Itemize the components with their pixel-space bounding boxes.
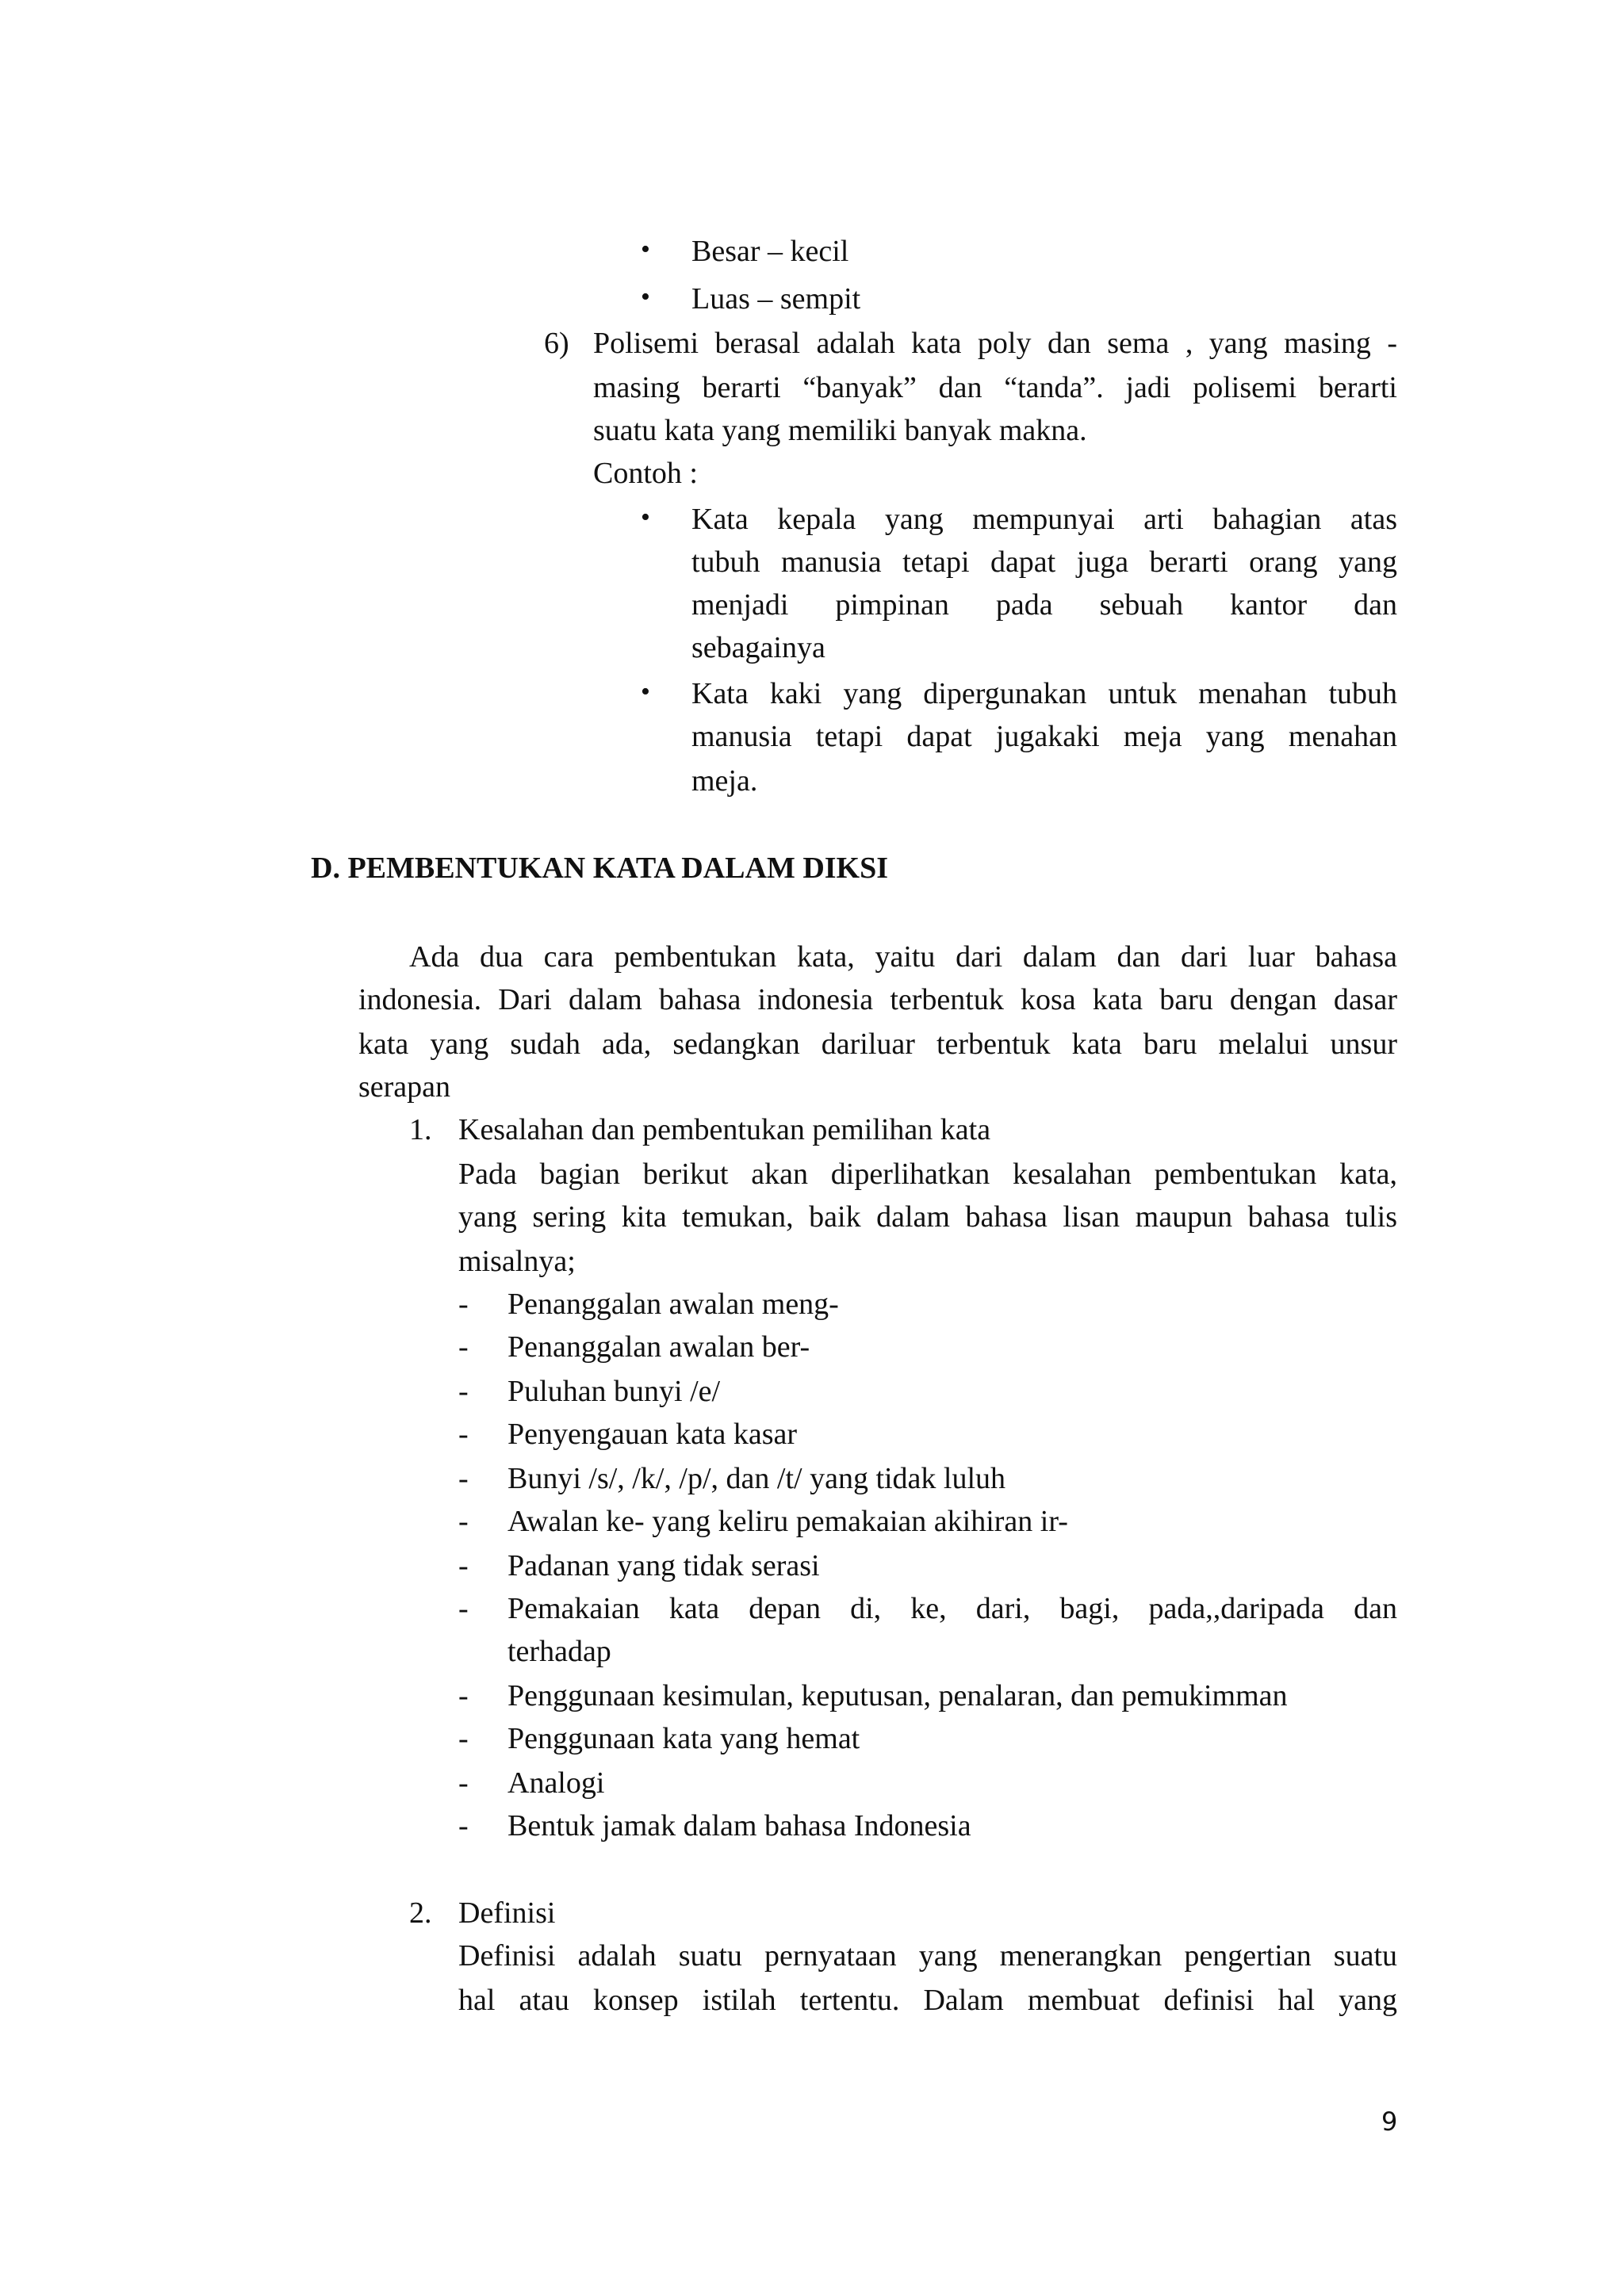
dash-list-item: Pemakaian kata depan di, ke, dari, bagi, pada,,daripada dan bbox=[508, 1592, 1397, 1625]
paragraph-line: indonesia. Dari dalam bahasa indonesia terbentuk kosa kata baru dengan dasar bbox=[358, 983, 1397, 1016]
dash-icon: - bbox=[458, 1809, 469, 1843]
dash-list-item: Bentuk jamak dalam bahasa Indonesia bbox=[508, 1809, 971, 1843]
item-title: Kesalahan dan pembentukan pemilihan kata bbox=[458, 1113, 991, 1146]
paragraph-line: serapan bbox=[358, 1070, 451, 1104]
polisemi-text-line: Polisemi berasal adalah kata poly dan sema , yang masing - bbox=[593, 327, 1397, 360]
dash-icon: - bbox=[458, 1549, 469, 1582]
bullet-icon: • bbox=[641, 235, 650, 264]
item-title: Definisi bbox=[458, 1896, 556, 1930]
dash-list-item: Bunyi /s/, /k/, /p/, dan /t/ yang tidak luluh bbox=[508, 1462, 1006, 1495]
antonym-example: Luas – sempit bbox=[691, 282, 861, 316]
dash-list-item: Penyengauan kata kasar bbox=[508, 1418, 798, 1451]
dash-icon: - bbox=[458, 1592, 469, 1625]
bullet-icon: • bbox=[641, 503, 650, 532]
section-heading: D. PEMBENTUKAN KATA DALAM DIKSI bbox=[311, 851, 889, 885]
item-body-line: Pada bagian berikut akan diperlihatkan kesalahan pembentukan kata, bbox=[458, 1158, 1397, 1191]
polisemi-text-line: masing berarti “banyak” dan “tanda”. jadi polisemi berarti bbox=[593, 371, 1397, 404]
polisemi-example-line: sebagainya bbox=[691, 631, 825, 664]
dash-icon: - bbox=[458, 1766, 469, 1800]
dash-list-item: Penanggalan awalan meng- bbox=[508, 1288, 839, 1321]
polisemi-example-line: Kata kepala yang mempunyai arti bahagian atas bbox=[691, 503, 1397, 536]
polisemi-example-line: manusia tetapi dapat jugakaki meja yang menahan bbox=[691, 720, 1397, 753]
dash-icon: - bbox=[458, 1418, 469, 1451]
list-number: 2. bbox=[409, 1896, 432, 1930]
contoh-label: Contoh : bbox=[593, 457, 698, 490]
polisemi-example-line: Kata kaki yang dipergunakan untuk menahan tubuh bbox=[691, 677, 1397, 710]
polisemi-text-line: suatu kata yang memiliki banyak makna. bbox=[593, 414, 1087, 447]
page-number: 9 bbox=[1381, 2107, 1398, 2137]
list-number: 6) bbox=[544, 327, 569, 360]
dash-icon: - bbox=[458, 1722, 469, 1755]
dash-list-item-continuation: terhadap bbox=[508, 1635, 611, 1668]
dash-icon: - bbox=[458, 1288, 469, 1321]
dash-list-item: Puluhan bunyi /e/ bbox=[508, 1375, 721, 1408]
dash-icon: - bbox=[458, 1505, 469, 1538]
polisemi-example-line: tubuh manusia tetapi dapat juga berarti orang yang bbox=[691, 545, 1397, 579]
dash-list-item: Analogi bbox=[508, 1766, 605, 1800]
item-body-line: misalnya; bbox=[458, 1245, 576, 1278]
polisemi-example-line: meja. bbox=[691, 764, 758, 798]
paragraph-line: Ada dua cara pembentukan kata, yaitu dari dalam dan dari luar bahasa bbox=[409, 940, 1397, 974]
antonym-example: Besar – kecil bbox=[691, 235, 849, 268]
paragraph-line: kata yang sudah ada, sedangkan dariluar terbentuk kata baru melalui unsur bbox=[358, 1027, 1397, 1061]
dash-icon: - bbox=[458, 1375, 469, 1408]
list-number: 1. bbox=[409, 1113, 432, 1146]
item-body-line: Definisi adalah suatu pernyataan yang menerangkan pengertian suatu bbox=[458, 1939, 1397, 1973]
dash-list-item: Awalan ke- yang keliru pemakaian akihiran ir- bbox=[508, 1505, 1068, 1538]
dash-list-item: Penggunaan kesimulan, keputusan, penalaran, dan pemukimman bbox=[508, 1679, 1288, 1712]
dash-icon: - bbox=[458, 1330, 469, 1364]
dash-list-item: Penggunaan kata yang hemat bbox=[508, 1722, 860, 1755]
dash-list-item: Padanan yang tidak serasi bbox=[508, 1549, 820, 1582]
dash-list-item: Penanggalan awalan ber- bbox=[508, 1330, 810, 1364]
item-body-line: hal atau konsep istilah tertentu. Dalam membuat definisi hal yang bbox=[458, 1984, 1397, 2017]
item-body-line: yang sering kita temukan, baik dalam bahasa lisan maupun bahasa tulis bbox=[458, 1200, 1397, 1234]
polisemi-example-line: menjadi pimpinan pada sebuah kantor dan bbox=[691, 588, 1397, 622]
dash-icon: - bbox=[458, 1679, 469, 1712]
bullet-icon: • bbox=[641, 677, 650, 706]
bullet-icon: • bbox=[641, 282, 650, 312]
dash-icon: - bbox=[458, 1462, 469, 1495]
